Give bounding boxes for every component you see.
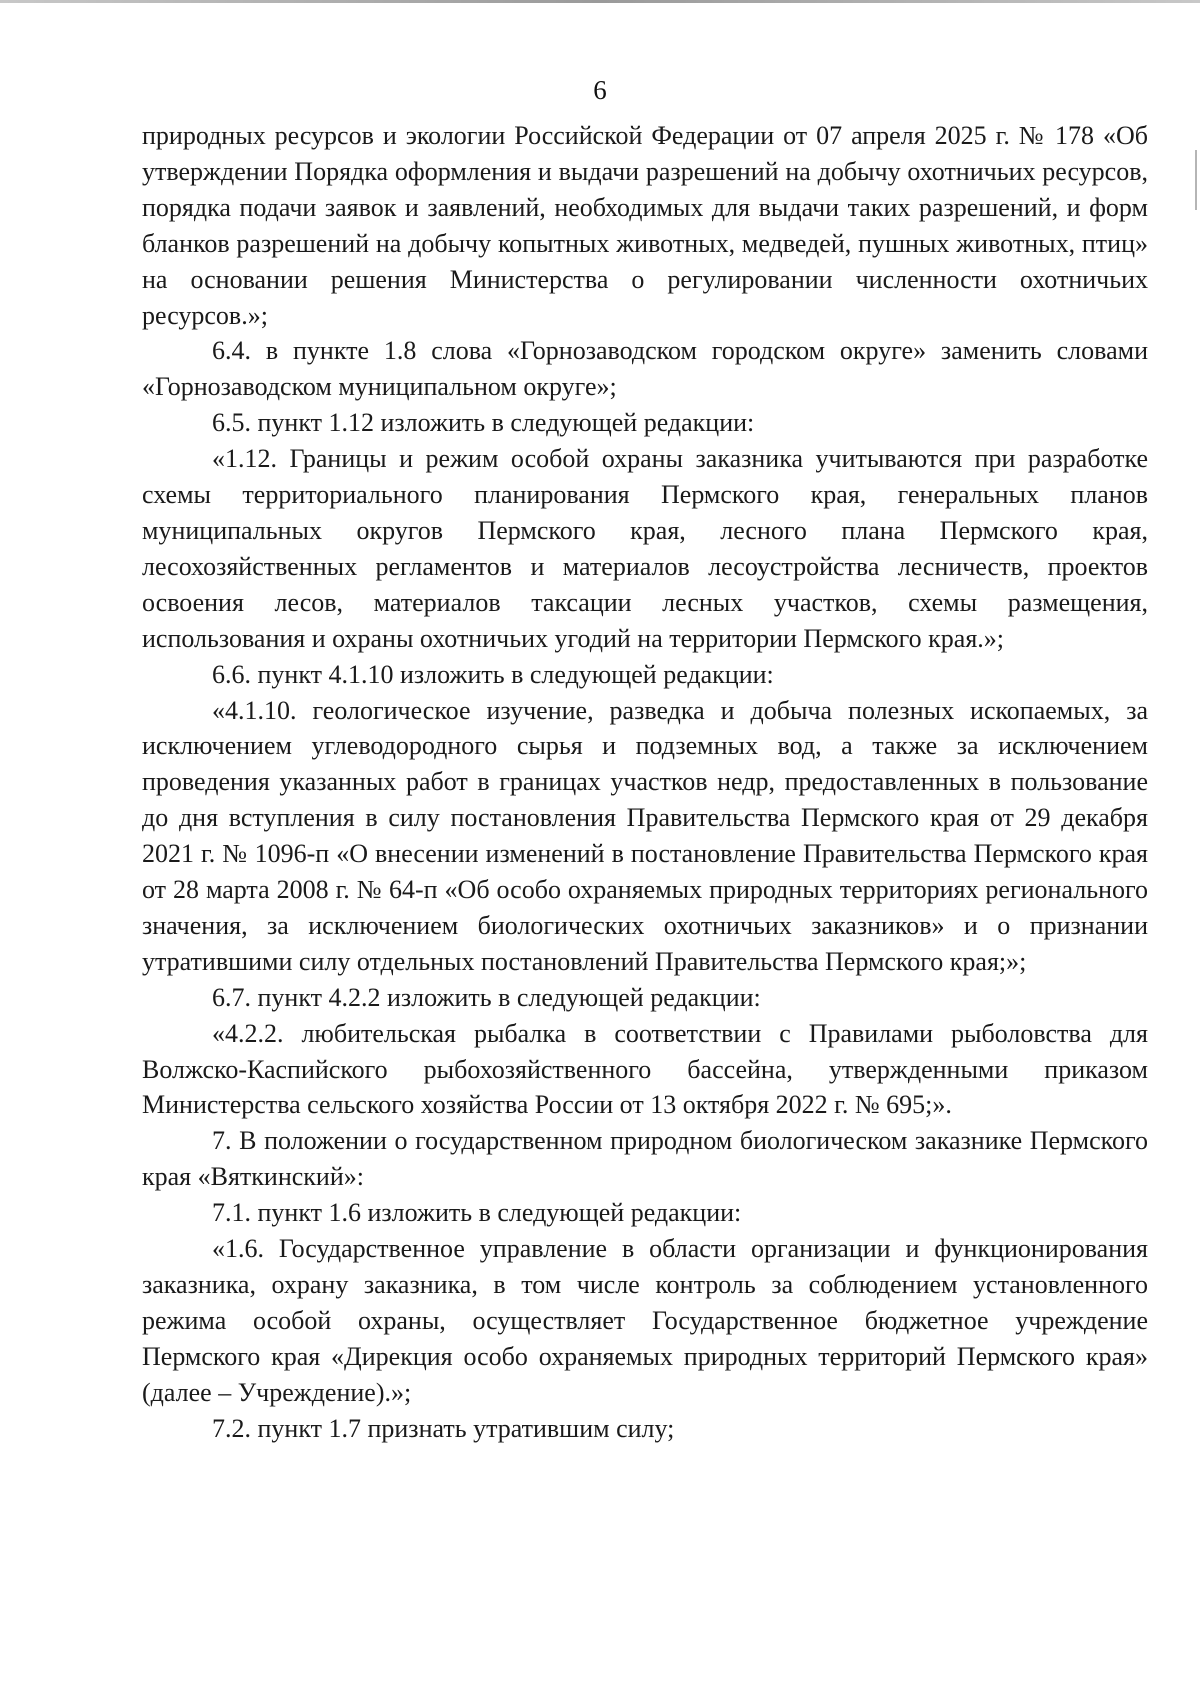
paragraph-6-4: 6.4. в пункте 1.8 слова «Горнозаводском городском округе» заменить словами «Горнозаводском муниципальном округе»; <box>142 336 1148 402</box>
paragraph-4-1-10-quote: «4.1.10. геологическое изучение, разведка и добыча полезных ископаемых, за исключением углеводородного сырья и подземных вод, а также за исключением проведения указанных работ в границах участков недр, предоставленных в пользование до дня вступления в силу постановления Правительства Пермского края от 29 декабря 2021 г. № 1096-п «О внесении изменений в постановление Правительства Пермского края от 28 марта 2008 г. № 64-п «Об особо охраняемых природных территориях регионального значения, за исключением биологических охотничьих заказников» и о признании утратившими силу отдельных постановлений Правительства Пермского края;»; <box>142 695 1148 976</box>
paragraph-6-7: 6.7. пункт 4.2.2 изложить в следующей редакции: <box>212 982 761 1012</box>
paragraph-1-12-quote: «1.12. Границы и режим особой охраны заказника учитываются при разработке схемы территориального планирования Пермского края, генеральных планов муниципальных округов Пермского края, лесного плана Пермского края, лесохозяйственных регламентов и материалов лесоустройства лесничеств, проектов освоения лесов, материалов таксации лесных участков, схемы размещения, использования и охраны охотничьих угодий на территории Пермского края.»; <box>142 444 1148 653</box>
scan-top-edge <box>0 0 1200 3</box>
paragraph-7-2: 7.2. пункт 1.7 признать утратившим силу; <box>212 1413 675 1443</box>
paragraph-continuation: природных ресурсов и экологии Российской Федерации от 07 апреля 2025 г. № 178 «Об утверждении Порядка оформления и выдачи разрешений на добычу охотничьих ресурсов, порядка подачи заявок и заявлений, необходимых для выдачи таких разрешений, и форм бланков разрешений на добычу копытных животных, медведей, пушных животных, птиц» на основании решения Министерства о регулировании численности охотничьих ресурсов.»; <box>142 121 1148 330</box>
paragraph-1-6-quote: «1.6. Государственное управление в области организации и функционирования заказника, охрану заказника, в том числе контроль за соблюдением установленного режима особой охраны, осуществляет Государственное бюджетное учреждение Пермского края «Дирекция особо охраняемых природных территорий Пермского края» (далее – Учреждение).»; <box>142 1234 1148 1407</box>
paragraph-7: 7. В положении о государственном природном биологическом заказнике Пермского края «Вяткинский»: <box>142 1126 1148 1192</box>
paragraph-6-5: 6.5. пункт 1.12 изложить в следующей редакции: <box>212 408 755 438</box>
page-number: 6 <box>593 75 607 105</box>
paragraph-4-2-2-quote: «4.2.2. любительская рыбалка в соответствии с Правилами рыболовства для Волжско-Каспийского рыбохозяйственного бассейна, утвержденными приказом Министерства сельского хозяйства России от 13 октября 2022 г. № 695;». <box>142 1018 1148 1120</box>
document-body <box>142 118 1148 1447</box>
paragraph-6-6: 6.6. пункт 4.1.10 изложить в следующей редакции: <box>212 659 774 689</box>
scan-edge-mark <box>1195 150 1197 210</box>
paragraph-7-1: 7.1. пункт 1.6 изложить в следующей редакции: <box>212 1198 742 1228</box>
